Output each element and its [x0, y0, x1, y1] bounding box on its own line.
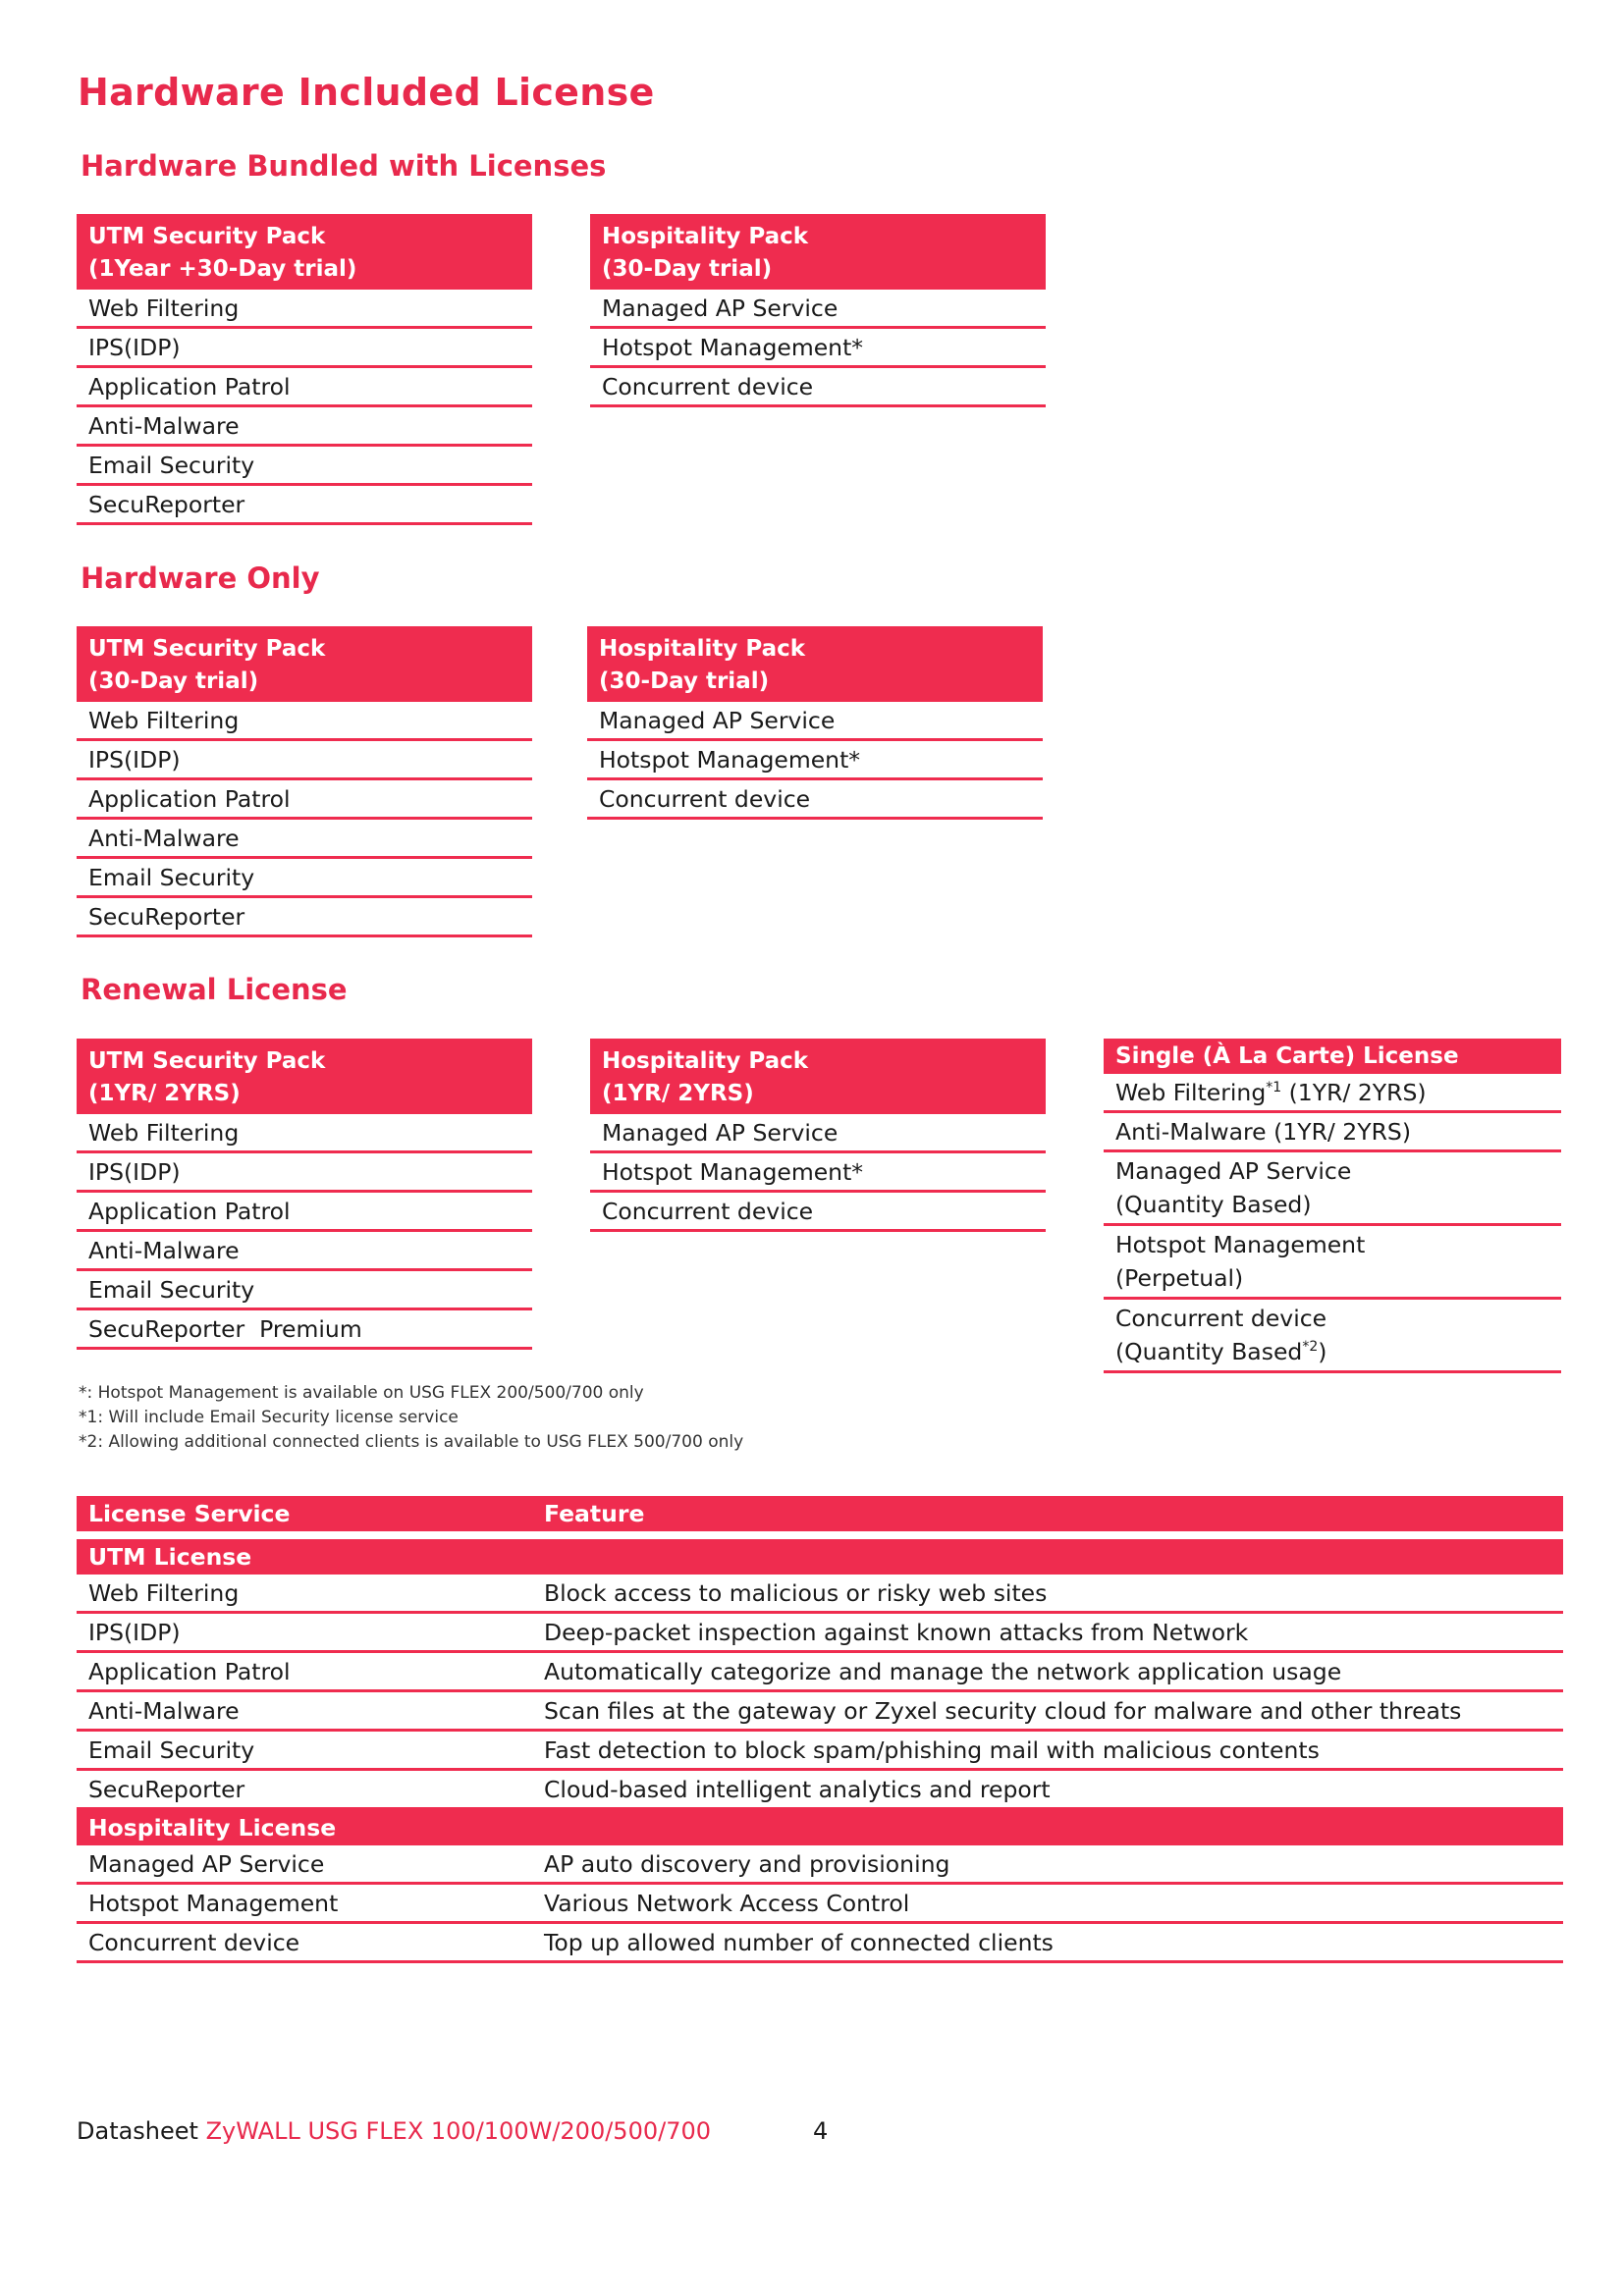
- hw-only-utm-pack: [77, 626, 532, 937]
- renewal-single-license: [1104, 1039, 1561, 1373]
- column-header: License Service: [77, 1496, 532, 1531]
- table-row: Web Filtering Block access to malicious or risky web sites: [77, 1575, 1563, 1613]
- table-header-row: [77, 1496, 1563, 1531]
- renewal-utm-pack: [77, 1039, 532, 1350]
- table-row: Email Security Fast detection to block spam/phishing mail with malicious contents: [77, 1731, 1563, 1770]
- pack-item: SecuReporter: [77, 898, 532, 937]
- pack-item: Anti-Malware: [77, 1232, 532, 1271]
- footnote: *1: Will include Email Security license service: [79, 1408, 459, 1427]
- pack-item: Application Patrol: [77, 368, 532, 407]
- renewal-hospitality-pack: [590, 1039, 1046, 1232]
- pack-item: Web Filtering: [77, 290, 532, 329]
- footnote: *2: Allowing additional connected clients is available to USG FLEX 500/700 only: [79, 1432, 744, 1452]
- table-group-row: [77, 1539, 1563, 1575]
- section-title-renewal: Renewal License: [81, 973, 348, 1006]
- section-title-bundled: Hardware Bundled with Licenses: [81, 149, 607, 183]
- footnotes: [79, 1381, 743, 1455]
- pack-item: Application Patrol: [77, 780, 532, 820]
- bundled-hospitality-pack: [590, 214, 1046, 407]
- hw-only-hospitality-pack: [587, 626, 1043, 820]
- license-service-table: [77, 1496, 1563, 1963]
- pack-item: Hotspot Management (Perpetual): [1104, 1226, 1561, 1300]
- page-number: 4: [813, 2117, 829, 2145]
- table-row: Concurrent device Top up allowed number of connected clients: [77, 1923, 1563, 1962]
- pack-item: Email Security: [77, 1271, 532, 1310]
- pack-item: IPS(IDP): [77, 1153, 532, 1193]
- footnote: *: Hotspot Management is available on USG FLEX 200/500/700 only: [79, 1383, 644, 1403]
- pack-header: Hospitality Pack (30-Day trial): [587, 626, 1043, 702]
- pack-header: UTM Security Pack (1Year +30-Day trial): [77, 214, 532, 290]
- table-row: Hotspot Management Various Network Access Control: [77, 1884, 1563, 1923]
- pack-item: Web Filtering: [77, 1114, 532, 1153]
- page-title: Hardware Included License: [78, 71, 655, 114]
- pack-item: Hotspot Management*: [590, 1153, 1046, 1193]
- pack-item: Hotspot Management*: [590, 329, 1046, 368]
- pack-item: Concurrent device: [590, 368, 1046, 407]
- page-footer: [77, 2117, 829, 2145]
- pack-item: Email Security: [77, 859, 532, 898]
- pack-item: IPS(IDP): [77, 329, 532, 368]
- section-title-hardware-only: Hardware Only: [81, 561, 320, 595]
- table-row: SecuReporter Cloud-based intelligent analytics and report: [77, 1770, 1563, 1809]
- footer-product: ZyWALL USG FLEX 100/100W/200/500/700: [205, 2117, 711, 2145]
- pack-item: Concurrent device: [587, 780, 1043, 820]
- pack-item: Hotspot Management*: [587, 741, 1043, 780]
- pack-item: Application Patrol: [77, 1193, 532, 1232]
- pack-item: Web Filtering: [77, 702, 532, 741]
- group-label: UTM License: [77, 1539, 1563, 1575]
- pack-header: Hospitality Pack (1YR/ 2YRS): [590, 1039, 1046, 1114]
- footer-label: Datasheet: [77, 2117, 206, 2145]
- table-group-row: [77, 1809, 1563, 1846]
- pack-item: Managed AP Service (Quantity Based): [1104, 1152, 1561, 1226]
- pack-header: Single (À La Carte) License: [1104, 1039, 1561, 1074]
- table-row: Application Patrol Automatically categorize and manage the network application usage: [77, 1652, 1563, 1691]
- table-row: IPS(IDP) Deep-packet inspection against known attacks from Network: [77, 1613, 1563, 1652]
- pack-item: Managed AP Service: [590, 1114, 1046, 1153]
- pack-header: UTM Security Pack (1YR/ 2YRS): [77, 1039, 532, 1114]
- pack-item: Concurrent device (Quantity Based$^{*2}$): [1104, 1300, 1561, 1373]
- pack-item: Email Security: [77, 447, 532, 486]
- table-row: Managed AP Service AP auto discovery and provisioning: [77, 1845, 1563, 1884]
- pack-item: Anti-Malware: [77, 820, 532, 859]
- group-label: Hospitality License: [77, 1809, 1563, 1846]
- column-header: Feature: [532, 1496, 1563, 1531]
- table-row: Anti-Malware Scan files at the gateway or Zyxel security cloud for malware and other threats: [77, 1691, 1563, 1731]
- pack-header: Hospitality Pack (30-Day trial): [590, 214, 1046, 290]
- pack-item: Web Filtering$^{*1}$ (1YR/ 2YRS): [1104, 1074, 1561, 1113]
- pack-item: SecuReporter Premium: [77, 1310, 532, 1350]
- pack-item: SecuReporter: [77, 486, 532, 525]
- pack-header: UTM Security Pack (30-Day trial): [77, 626, 532, 702]
- bundled-utm-pack: [77, 214, 532, 525]
- pack-item: IPS(IDP): [77, 741, 532, 780]
- pack-item: Managed AP Service: [590, 290, 1046, 329]
- pack-item: Anti-Malware (1YR/ 2YRS): [1104, 1113, 1561, 1152]
- pack-item: Concurrent device: [590, 1193, 1046, 1232]
- pack-item: Managed AP Service: [587, 702, 1043, 741]
- pack-item: Anti-Malware: [77, 407, 532, 447]
